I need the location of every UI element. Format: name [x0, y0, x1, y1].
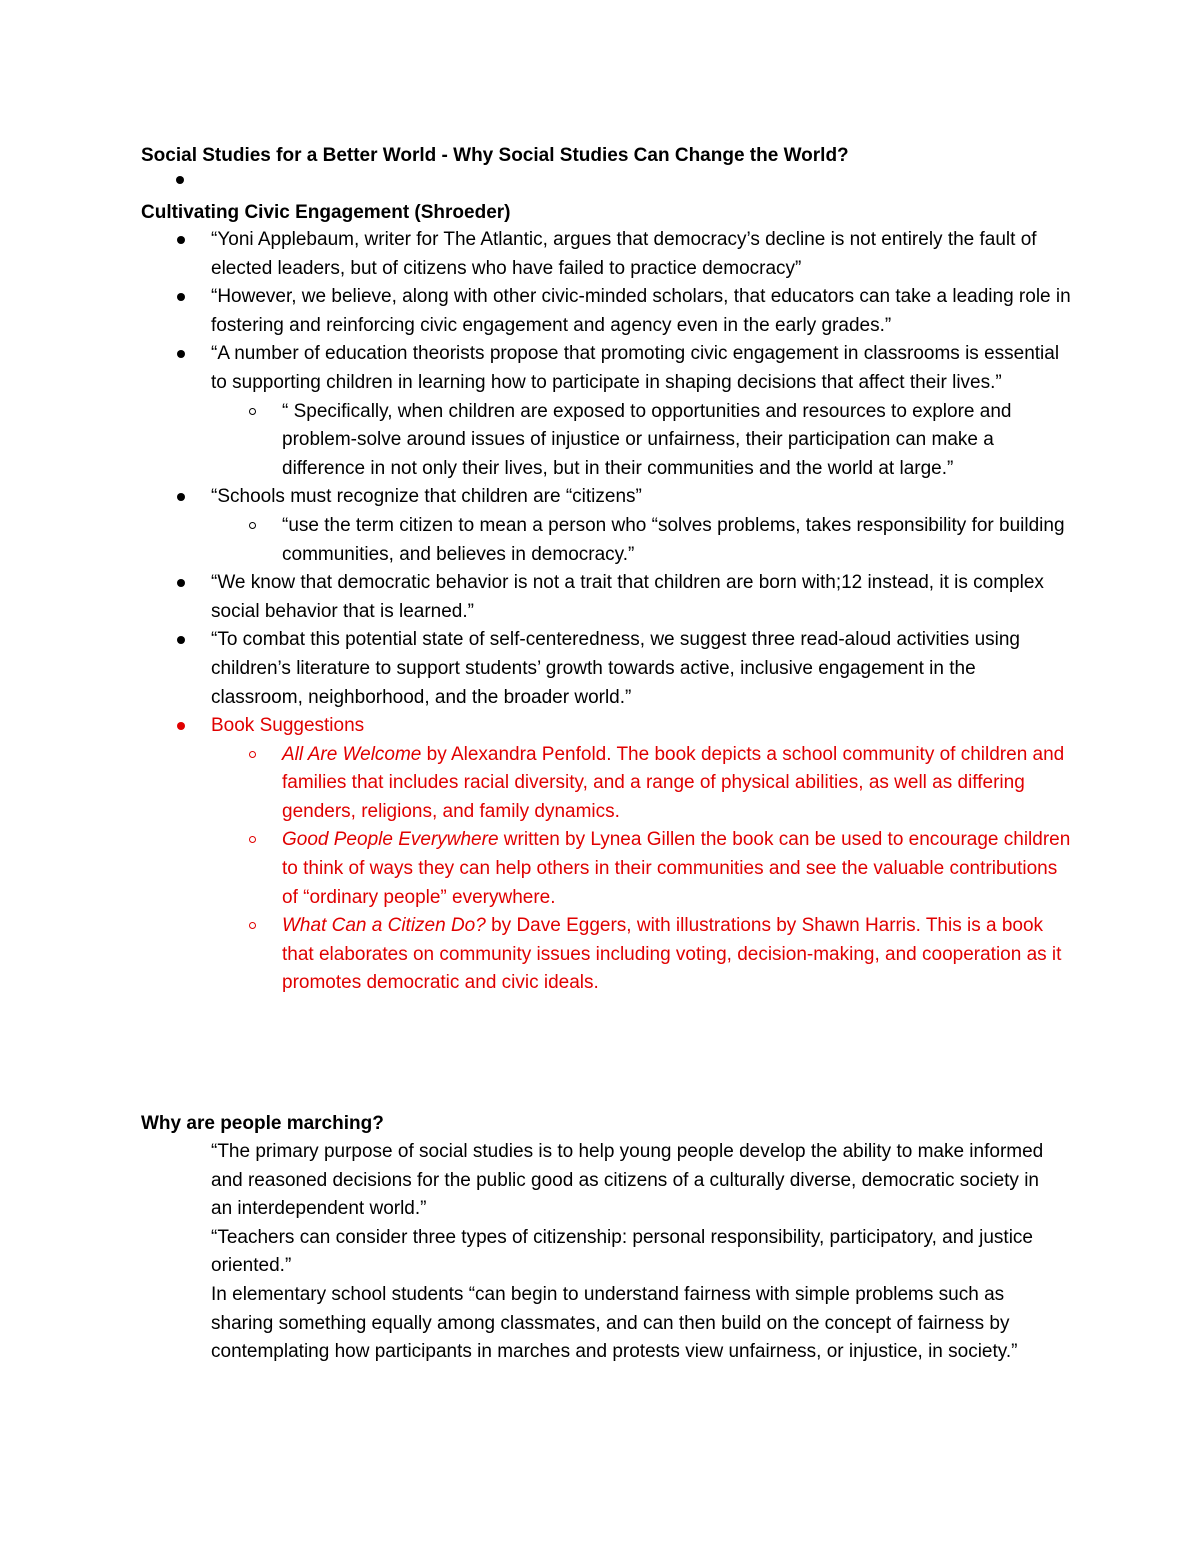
quote-applebaum: “Yoni Applebaum, writer for The Atlantic, argues that democracy’s decline is not entirely the fault of elected leaders, but of citizens who have failed to practice democracy”: [211, 229, 1037, 279]
quote-children-citizens: “Schools must recognize that children are “citizens”: [211, 486, 642, 508]
bullet-disc-icon: [177, 350, 185, 358]
bullet-circle-icon: [249, 836, 256, 843]
book-description: by Alexandra Penfold. The book depicts a school community of children and families that includes racial diversity, and a range of physical abilities, as well as differing genders, religions, and family dynamics.: [282, 743, 1065, 822]
book-item: [282, 741, 1071, 827]
bullet-disc-icon: [177, 293, 185, 301]
section-heading-marching: Why are people marching?: [141, 1113, 384, 1134]
paragraph-fairness: In elementary school students “can begin to understand fairness with simple problems such as sharing something equally among classmates, and can then build on the concept of fairness by contemplating how participants in marches and protests view unfairness, or injustice, in society.”: [211, 1283, 1018, 1363]
book-title: Good People Everywhere: [282, 829, 499, 851]
bullet-circle-icon: [249, 408, 256, 415]
list-item: [211, 283, 1071, 340]
quote-education-theorists: “A number of education theorists propose that promoting civic engagement in classrooms is essential to supporting children in learning how to participate in shaping decisions that affect their lives.”: [211, 343, 1060, 393]
bullet-circle-icon: [249, 522, 256, 529]
sub-list: [211, 512, 1071, 569]
quote-educators-role: “However, we believe, along with other civic-minded scholars, that educators can take a leading role in fostering and reinforcing civic engagement and agency even in the early grades.”: [211, 286, 1071, 336]
bullet-disc-icon: [177, 236, 185, 244]
book-suggestions-label: Book Suggestions: [211, 715, 365, 737]
list-item-book-suggestions: [211, 712, 1071, 998]
paragraph-citizenship-types: “Teachers can consider three types of citizenship: personal responsibility, participatory, and justice oriented.”: [211, 1226, 1033, 1277]
book-item: [282, 826, 1071, 912]
quote-read-aloud: “To combat this potential state of self-centeredness, we suggest three read-aloud activities using children’s literature to support students’ growth towards active, inclusive engagement in the classroom, neighborhood, and the broader world.”: [211, 629, 1020, 708]
bullet-circle-icon: [249, 922, 256, 929]
bullet-disc-icon: [177, 636, 185, 644]
book-description: by Dave Eggers, with illustrations by Shawn Harris. This is a book that elaborates on community issues including voting, decision-making, and cooperation as it promotes democratic and civic ideals.: [282, 915, 1062, 994]
quote-children-exposed: “ Specifically, when children are exposed to opportunities and resources to explore and problem-solve around issues of injustice or unfairness, their participation can make a difference in not only their lives, but in their communities and the world at large.”: [282, 400, 1012, 479]
civic-engagement-list: [211, 226, 1071, 998]
book-title: What Can a Citizen Do?: [282, 915, 486, 937]
section-heading-civic-engagement: Cultivating Civic Engagement (Shroeder): [141, 202, 511, 223]
sub-list: [211, 398, 1071, 484]
sub-list-item: [282, 512, 1071, 569]
bullet-disc-icon: [177, 579, 185, 587]
sub-list-item: [282, 398, 1071, 484]
list-item: [211, 626, 1071, 712]
list-item: [211, 569, 1071, 626]
bullet-circle-icon: [249, 751, 256, 758]
list-item: [211, 483, 1071, 569]
bullet-disc-icon: [177, 722, 185, 730]
quote-citizen-definition: “use the term citizen to mean a person who “solves problems, takes responsibility for building communities, and believes in democracy.”: [282, 514, 1065, 565]
marching-paragraphs: [211, 1138, 1061, 1367]
list-item: [211, 340, 1071, 483]
book-title: All Are Welcome: [282, 743, 422, 765]
document-title: Social Studies for a Better World - Why Social Studies Can Change the World?: [141, 145, 849, 166]
list-item: [211, 226, 1071, 283]
bullet-disc-icon: [177, 493, 185, 501]
book-list: [211, 741, 1071, 998]
empty-bullet: [176, 176, 184, 184]
quote-democratic-behavior: “We know that democratic behavior is not a trait that children are born with;12 instead, it is complex social behavior that is learned.”: [211, 572, 1044, 622]
book-description: written by Lynea Gillen the book can be used to encourage children to think of ways they can help others in their communities and see the valuable contributions of “ordinary people” everywhere.: [282, 829, 1071, 908]
paragraph-primary-purpose: “The primary purpose of social studies is to help young people develop the ability to make informed and reasoned decisions for the public good as citizens of a culturally diverse, democratic society in an interdependent world.”: [211, 1141, 1044, 1220]
book-item: [282, 912, 1071, 998]
